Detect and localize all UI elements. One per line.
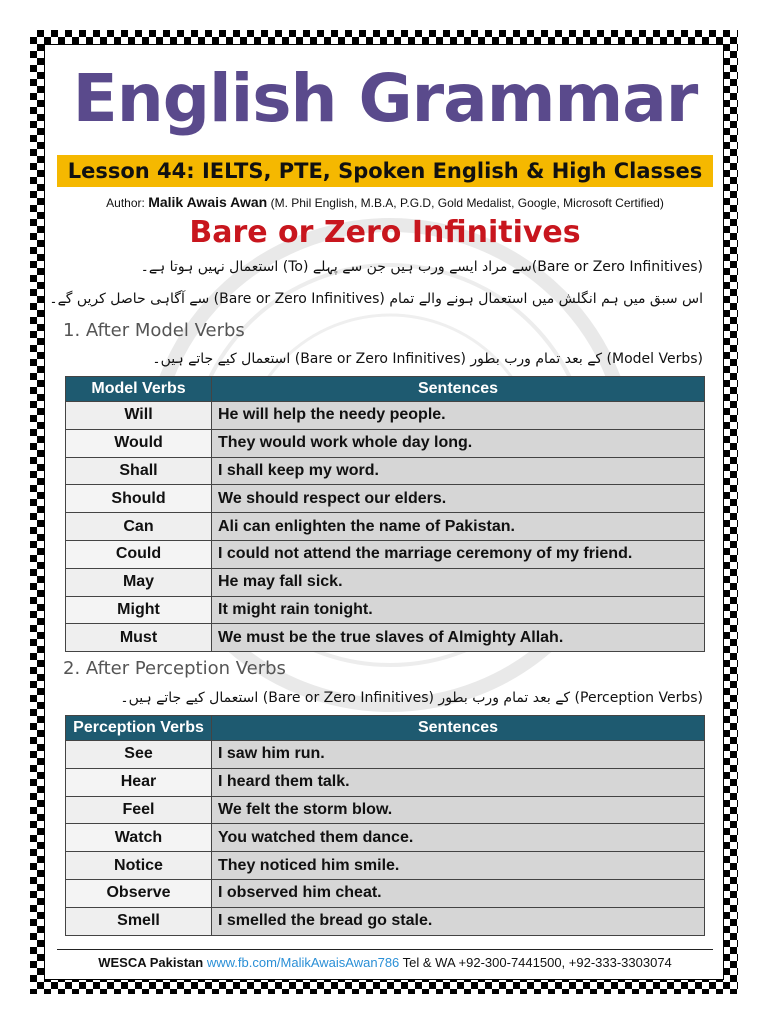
verb-cell: Hear bbox=[66, 768, 212, 796]
sentence-cell: They would work whole day long. bbox=[212, 429, 705, 457]
verb-cell: Feel bbox=[66, 796, 212, 824]
column-header-sentences: Sentences bbox=[212, 716, 705, 741]
table-row bbox=[66, 568, 705, 596]
footer-divider bbox=[57, 949, 713, 950]
verb-cell: Observe bbox=[66, 879, 212, 907]
section-1-urdu: (Model Verbs) کے بعد تمام ورب بطور (Bare or Zero Infinitives) استعمال کیے جاتے ہیں۔ bbox=[152, 351, 703, 367]
sentence-cell: I smelled the bread go stale. bbox=[212, 907, 705, 935]
page-title: English Grammar bbox=[72, 60, 698, 137]
table-row bbox=[66, 513, 705, 541]
verb-cell: Could bbox=[66, 540, 212, 568]
table-row bbox=[66, 485, 705, 513]
author-name: Malik Awais Awan bbox=[148, 194, 268, 210]
sentence-cell: You watched them dance. bbox=[212, 824, 705, 852]
verb-cell: Shall bbox=[66, 457, 212, 485]
author-credentials: (M. Phil English, M.B.A, P.G.D, Gold Medalist, Google, Microsoft Certified) bbox=[270, 196, 664, 210]
verb-cell: Must bbox=[66, 624, 212, 652]
sentence-cell: He may fall sick. bbox=[212, 568, 705, 596]
sentence-cell: I heard them talk. bbox=[212, 768, 705, 796]
table-row bbox=[66, 879, 705, 907]
footer bbox=[45, 955, 724, 970]
intro-line-2: اس سبق میں ہم انگلش میں استعمال ہونے والے تمام (Bare or Zero Infinitives) سے آگاہی حاصل کریں گے۔ bbox=[49, 291, 703, 307]
verb-cell: Watch bbox=[66, 824, 212, 852]
table-row bbox=[66, 540, 705, 568]
model-verbs-table bbox=[65, 376, 705, 652]
table-row bbox=[66, 429, 705, 457]
verb-cell: Smell bbox=[66, 907, 212, 935]
verb-cell: Might bbox=[66, 596, 212, 624]
sentence-cell: They noticed him smile. bbox=[212, 852, 705, 880]
table-row bbox=[66, 824, 705, 852]
table-row bbox=[66, 457, 705, 485]
author-line bbox=[45, 194, 724, 210]
sentence-cell: I could not attend the marriage ceremony of my friend. bbox=[212, 540, 705, 568]
footer-contact: Tel & WA +92-300-7441500, +92-333-3303074 bbox=[402, 955, 672, 970]
table-row bbox=[66, 596, 705, 624]
section-2-urdu: (Perception Verbs) کے بعد تمام ورب بطور (Bare or Zero Infinitives) استعمال کیے جاتے ہیں۔ bbox=[120, 690, 703, 706]
table-row bbox=[66, 852, 705, 880]
footer-link[interactable]: www.fb.com/MalikAwaisAwan786 bbox=[206, 955, 400, 970]
section-1-heading: 1. After Model Verbs bbox=[63, 320, 245, 341]
table-row bbox=[66, 796, 705, 824]
document-page bbox=[44, 44, 724, 980]
footer-org: WESCA Pakistan bbox=[98, 955, 204, 970]
table-row bbox=[66, 768, 705, 796]
perception-verbs-table bbox=[65, 715, 705, 936]
verb-cell: Will bbox=[66, 402, 212, 430]
sentence-cell: Ali can enlighten the name of Pakistan. bbox=[212, 513, 705, 541]
column-header-sentences: Sentences bbox=[212, 377, 705, 402]
verb-cell: Should bbox=[66, 485, 212, 513]
author-label: Author: bbox=[106, 196, 145, 210]
sentence-cell: I shall keep my word. bbox=[212, 457, 705, 485]
section-2-heading: 2. After Perception Verbs bbox=[63, 658, 286, 679]
sentence-cell: We should respect our elders. bbox=[212, 485, 705, 513]
column-header-verb: Model Verbs bbox=[66, 377, 212, 402]
intro-line-1: (Bare or Zero Infinitives)سے مراد ایسے ورب ہیں جن سے پہلے (To) استعمال نہیں ہوتا ہے۔ bbox=[140, 259, 703, 275]
table-row bbox=[66, 402, 705, 430]
verb-cell: Notice bbox=[66, 852, 212, 880]
table-row bbox=[66, 907, 705, 935]
sentence-cell: We felt the storm blow. bbox=[212, 796, 705, 824]
verb-cell: Would bbox=[66, 429, 212, 457]
sentence-cell: I saw him run. bbox=[212, 741, 705, 769]
verb-cell: Can bbox=[66, 513, 212, 541]
verb-cell: May bbox=[66, 568, 212, 596]
sentence-cell: We must be the true slaves of Almighty Allah. bbox=[212, 624, 705, 652]
table-row bbox=[66, 624, 705, 652]
sentence-cell: It might rain tonight. bbox=[212, 596, 705, 624]
verb-cell: See bbox=[66, 741, 212, 769]
table-header-row bbox=[66, 716, 705, 741]
lesson-banner: Lesson 44: IELTS, PTE, Spoken English & High Classes bbox=[57, 155, 713, 187]
sentence-cell: I observed him cheat. bbox=[212, 879, 705, 907]
table-header-row bbox=[66, 377, 705, 402]
table-row bbox=[66, 741, 705, 769]
column-header-verb: Perception Verbs bbox=[66, 716, 212, 741]
sentence-cell: He will help the needy people. bbox=[212, 402, 705, 430]
topic-heading: Bare or Zero Infinitives bbox=[189, 215, 581, 250]
